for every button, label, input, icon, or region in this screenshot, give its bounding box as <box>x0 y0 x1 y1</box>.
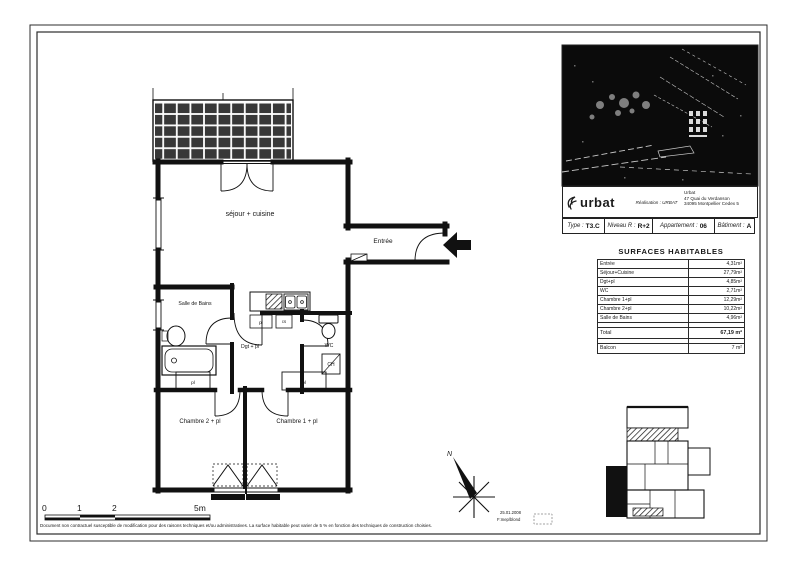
surface-value: 4,31m² <box>689 260 745 269</box>
room-label-salle-de-bains: Salle de Bains <box>178 301 212 307</box>
table-row <box>598 260 745 269</box>
scale-tick-1: 1 <box>77 503 82 513</box>
info-cell-appartement <box>652 218 715 234</box>
surfaces-section <box>597 247 745 354</box>
room-label-sejour: séjour + cuisine <box>225 211 275 218</box>
scale-tick-0: 0 <box>42 503 47 513</box>
closets <box>176 315 340 390</box>
room-label-chambre2: Chambre 2 + pl <box>179 419 221 425</box>
label-cs: cs <box>281 319 287 324</box>
surface-label: Salle de Bains <box>598 314 689 323</box>
table-total-row <box>598 328 745 339</box>
info-value: A <box>746 222 752 230</box>
surfaces-title: SURFACES HABITABLES <box>618 247 724 256</box>
table-row <box>598 278 745 287</box>
surfaces-table <box>597 259 745 354</box>
total-value: 67,19 m² <box>689 328 745 339</box>
surface-label: WC <box>598 287 689 296</box>
address-line: Urbat <box>684 190 696 195</box>
closet-label-pl: pl <box>191 381 195 386</box>
key-plan-highlight <box>606 466 627 517</box>
table-row <box>598 314 745 323</box>
apartment-info-row <box>562 218 758 234</box>
info-value: 06 <box>699 222 707 230</box>
balcony <box>153 88 293 161</box>
surface-label: Chambre 1+pl <box>598 296 689 305</box>
surface-value: 4,85m² <box>689 278 745 287</box>
key-plan <box>606 407 710 518</box>
urbat-logo <box>563 187 629 217</box>
info-value: T3.C <box>585 222 600 230</box>
surface-label: Séjour+Cuisine <box>598 269 689 278</box>
room-label-chambre1: Chambre 1 + pl <box>276 419 318 425</box>
realisation-text: Réalisation : URBAT <box>635 199 678 205</box>
plan-stamp <box>497 510 552 524</box>
info-label: Niveau R : <box>607 223 636 229</box>
table-row <box>598 287 745 296</box>
scale-bar <box>42 503 210 520</box>
info-label: Appartement : <box>660 223 698 229</box>
info-cell-batiment <box>714 218 755 234</box>
surface-value: 10,22m² <box>689 305 745 314</box>
info-value: R+2 <box>637 222 650 230</box>
north-compass-icon <box>447 451 495 518</box>
info-cell-niveau <box>604 218 653 234</box>
site-photo <box>562 45 758 186</box>
title-block-logo-row <box>562 186 758 218</box>
table-row <box>598 269 745 278</box>
surface-value: 12,29m² <box>689 296 745 305</box>
company-address <box>684 187 757 217</box>
room-label-wc: WC <box>324 343 334 349</box>
info-label: Bâtiment : <box>717 223 745 229</box>
address-line: 34095 Montpellier Cedex 5 <box>684 201 739 207</box>
disclaimer-text: Document non contractuel susceptible de modification pour des raisons techniques et/ou administratives. La surface habitable peut varier de 5 % en fonction des techniques de construction choisies. <box>40 523 432 528</box>
surface-label: Dgt+pl <box>598 278 689 287</box>
total-label: Total <box>598 328 689 339</box>
scale-tick-5m: 5m <box>194 503 206 513</box>
closet-label-pl: pl <box>259 321 263 326</box>
table-row <box>598 296 745 305</box>
balcon-label: Balcon <box>598 344 689 354</box>
room-label-entree: Entrée <box>373 238 393 245</box>
surface-value: 27,79m² <box>689 269 745 278</box>
address-line: 47 Quai du Verdanson <box>684 195 730 201</box>
room-label-degagement: Dgt + pl <box>240 344 260 350</box>
bathtub <box>162 346 216 375</box>
north-label: N <box>447 451 453 458</box>
surface-value: 4,96m² <box>689 314 745 323</box>
table-row <box>598 305 745 314</box>
surface-value: 2,71m² <box>689 287 745 296</box>
table-balcon-row <box>598 344 745 354</box>
urbat-logo-swirl-icon <box>567 194 580 210</box>
info-label: Type : <box>567 223 584 229</box>
corridor-cabinet <box>351 254 367 261</box>
walls <box>155 160 447 491</box>
label-ch: CH <box>327 362 335 368</box>
kitchen-counter <box>250 292 310 311</box>
closet-label-pl: pl <box>302 381 306 386</box>
plan-date: 25.01.2008 <box>500 510 521 515</box>
info-cell-type <box>562 218 605 234</box>
washbasin <box>162 326 185 346</box>
balcon-value: 7 m² <box>689 344 745 354</box>
plan-ref: F:mep/blond <box>497 517 521 522</box>
door-swings <box>206 164 445 416</box>
scale-tick-2: 2 <box>112 503 117 513</box>
surface-label: Entrée <box>598 260 689 269</box>
surface-label: Chambre 2+pl <box>598 305 689 314</box>
urbat-logo-text: urbat <box>580 194 615 210</box>
